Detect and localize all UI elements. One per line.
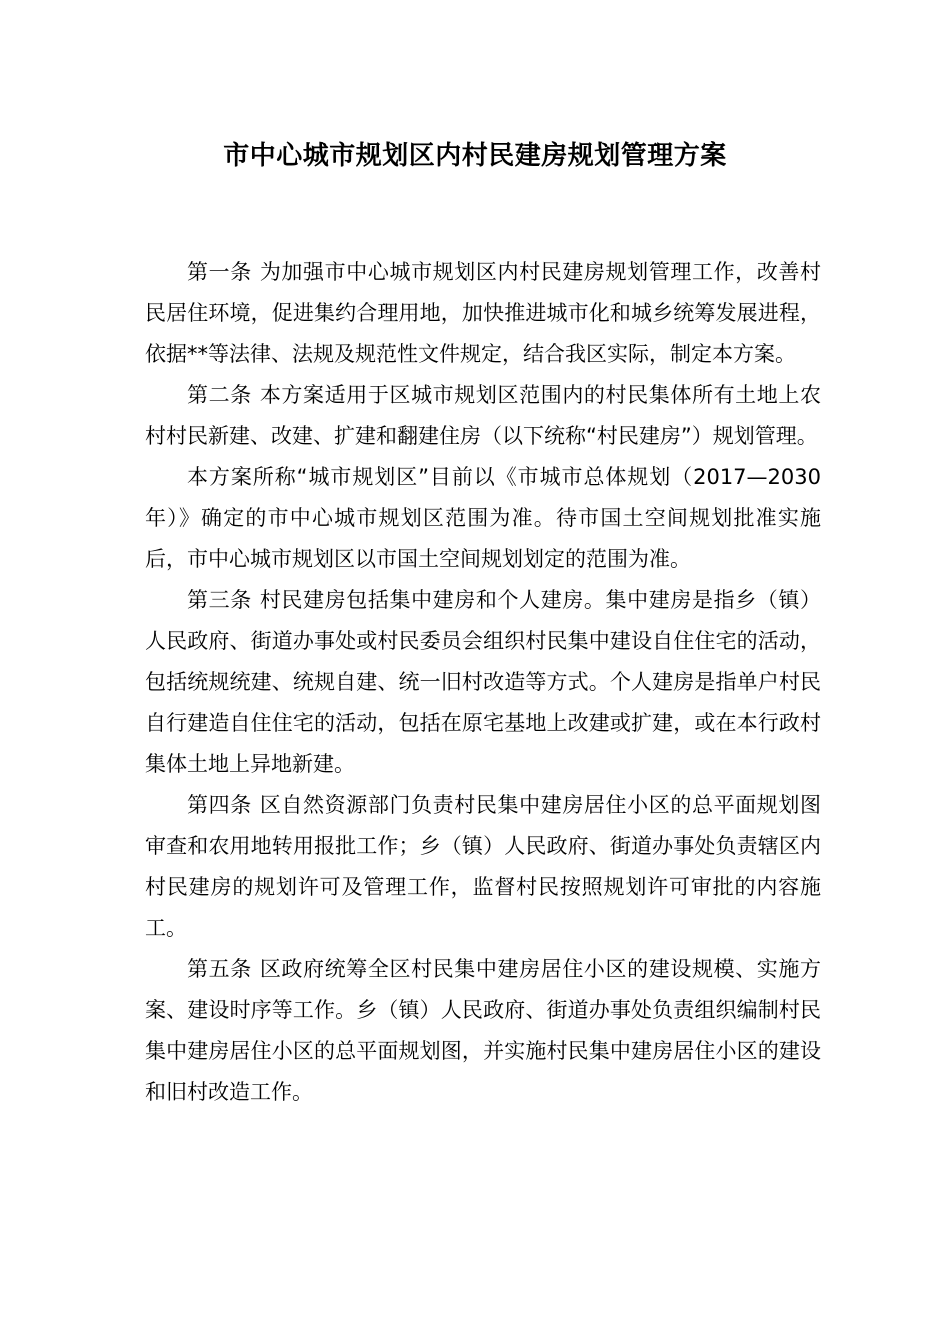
article-3-paragraph — [145, 580, 821, 785]
article-text: 本方案所称“城市规划区”目前以《市城市总体规划（2017—2030年）》确定的市中心城市规划区范围为准。待市国土空间规划批准实施后，市中心城市规划区以市国土空间规划划定的范围为准。 — [145, 465, 821, 571]
document-title: 市中心城市规划区内村民建房规划管理方案 — [223, 141, 727, 171]
article-number: 第三条 — [187, 588, 252, 612]
article-2-continuation-paragraph — [145, 457, 821, 580]
article-text: 本方案适用于区城市规划区范围内的村民集体所有土地上农村村民新建、改建、扩建和翻建住房（以下统称“村民建房”）规划管理。 — [145, 383, 822, 448]
article-5-paragraph — [145, 949, 821, 1113]
article-number: 第四条 — [187, 793, 252, 817]
article-number: 第二条 — [187, 383, 252, 407]
article-2-paragraph — [145, 375, 821, 457]
article-1-paragraph — [145, 252, 821, 375]
article-4-paragraph — [145, 785, 821, 949]
article-number: 第五条 — [187, 957, 252, 981]
article-text: 区自然资源部门负责村民集中建房居住小区的总平面规划图审查和农用地转用报批工作；乡（镇）人民政府、街道办事处负责辖区内村民建房的规划许可及管理工作，监督村民按照规划许可审批的内容施工。 — [145, 793, 822, 940]
article-text: 村民建房包括集中建房和个人建房。集中建房是指乡（镇）人民政府、街道办事处或村民委员会组织村民集中建设自住住宅的活动，包括统规统建、统规自建、统一旧村改造等方式。个人建房是指单户村民自行建造自住住宅的活动，包括在原宅基地上改建或扩建，或在本行政村集体土地上异地新建。 — [145, 588, 822, 776]
article-text: 为加强市中心城市规划区内村民建房规划管理工作，改善村民居住环境，促进集约合理用地，加快推进城市化和城乡统筹发展进程，依据**等法律、法规及规范性文件规定，结合我区实际，制定本方案。 — [145, 260, 822, 366]
article-text: 区政府统筹全区村民集中建房居住小区的建设规模、实施方案、建设时序等工作。乡（镇）人民政府、街道办事处负责组织编制村民集中建房居住小区的总平面规划图，并实施村民集中建房居住小区的建设和旧村改造工作。 — [145, 957, 822, 1104]
document-body — [145, 252, 821, 1113]
article-number: 第一条 — [187, 260, 252, 284]
